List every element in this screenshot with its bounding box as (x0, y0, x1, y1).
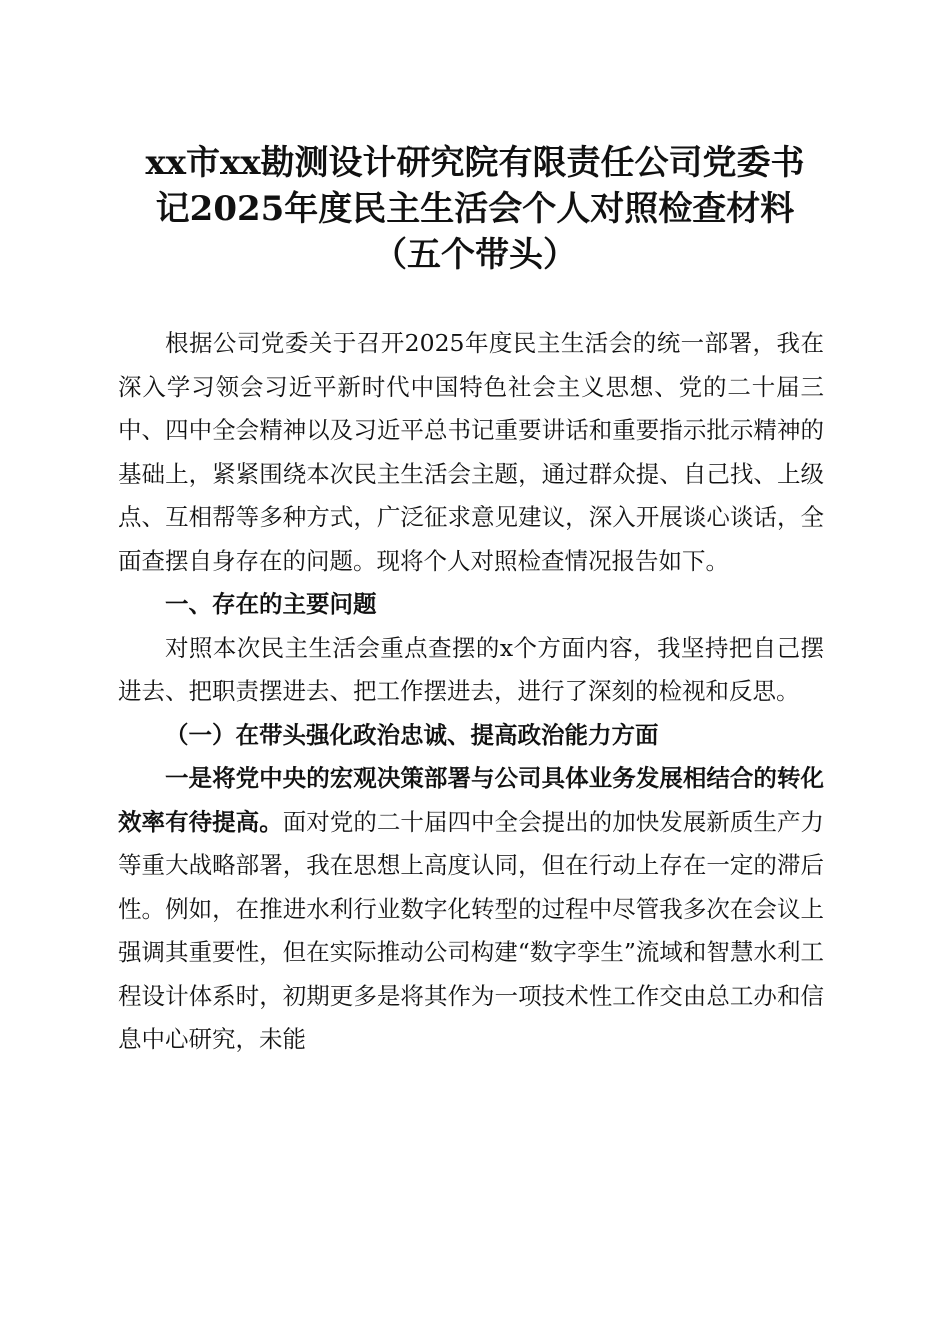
title-line-3: （五个带头） (373, 235, 577, 275)
section-heading-main-problems: 一、存在的主要问题 (165, 590, 377, 618)
document-title (118, 140, 832, 278)
section-intro-paragraph: 对照本次民主生活会重点查摆的x个方面内容，我坚持把自己摆进去、把职责摆进去、把工作摆进去，进行了深刻的检视和反思。 (118, 633, 824, 705)
issue-detail-text: 面对党的二十届四中全会提出的加快发展新质生产力等重大战略部署，我在思想上高度认同，但在行动上存在一定的滞后性。例如，在推进水利行业数字化转型的过程中尽管我多次在会议上强调其重要性，但在实际推动公司构建“数字孪生”流域和智慧水利工程设计体系时，初期更多是将其作为一项技术性工作交由总工办和信息中心研究，未能 (118, 807, 825, 1053)
title-line-2: 记2025年度民主生活会个人对照检查材料 (155, 189, 795, 229)
issue-paragraph-1 (118, 757, 824, 1062)
intro-paragraph: 根据公司党委关于召开2025年度民主生活会的统一部署，我在深入学习领会习近平新时代中国特色社会主义思想、党的二十届三中、四中全会精神以及习近平总书记重要讲话和重要指示批示精神的基础上，紧紧围绕本次民主生活会主题，通过群众提、自己找、上级点、互相帮等多种方式，广泛征求意见建议，深入开展谈心谈话，全面查摆自身存在的问题。现将个人对照检查情况报告如下。 (118, 329, 824, 575)
document-body (118, 322, 824, 1062)
issue-lead-sentence: 一是将党中央的宏观决策部署与公司具体业务发展相结合的转化效率有待提高。 (118, 764, 824, 836)
subsection-heading-political-loyalty: （一）在带头强化政治忠诚、提高政治能力方面 (165, 720, 659, 749)
title-line-1: xx市xx勘测设计研究院有限责任公司党委书 (145, 143, 805, 183)
